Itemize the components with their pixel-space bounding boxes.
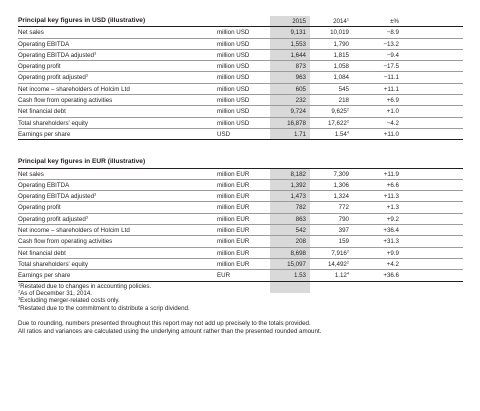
row-value-2015: 863	[295, 215, 306, 223]
row-value-2014: 10,019	[330, 29, 349, 37]
row-value-2014: 790	[338, 215, 349, 223]
row-label: Operating EBITDA adjusted$^3$	[18, 192, 97, 201]
usd-header-change: ±%	[390, 18, 399, 25]
table-row	[18, 270, 463, 281]
row-unit: EUR	[217, 272, 231, 280]
disclaimer-line: Due to rounding, numbers presented throughout this report may not add up precisely to the totals provided.	[18, 320, 311, 328]
row-value-2015: 9,131	[290, 29, 306, 37]
table-row	[18, 202, 463, 213]
row-label: Operating profit	[18, 204, 61, 212]
row-unit: million EUR	[217, 215, 250, 223]
row-value-2014: 1,790	[333, 40, 349, 48]
row-value-2014: 397	[338, 227, 349, 235]
row-unit: million EUR	[217, 204, 250, 212]
row-unit: million USD	[217, 29, 250, 37]
table-row	[18, 191, 463, 202]
row-change-percent: −11.1	[383, 74, 399, 82]
disclaimer-line: All ratios and variances are calculated using the underlying amount rather than the presented rounded amount.	[18, 327, 322, 335]
table-row	[18, 129, 463, 140]
row-change-percent: +31.3	[383, 238, 399, 246]
row-label: Operating EBITDA	[18, 40, 70, 48]
row-label: Operating profit	[18, 63, 61, 71]
row-value-2014: 1,306	[333, 181, 349, 189]
usd-header-year-2015: 2015	[292, 18, 306, 25]
row-change-percent: −9.4	[386, 51, 399, 59]
footnotes	[18, 283, 463, 313]
row-change-percent: +11.0	[383, 130, 399, 138]
row-change-percent: +1.3	[386, 204, 399, 212]
row-unit: million USD	[217, 119, 250, 127]
row-label: Operating profit adjusted$^3$	[18, 215, 88, 223]
row-change-percent: −17.5	[383, 63, 399, 71]
row-value-2014: 218	[338, 97, 349, 105]
footnote: $^1$Restated due to changes in accounting policies.	[18, 282, 152, 290]
row-value-2014: 7,309	[333, 170, 349, 178]
row-unit: million USD	[217, 63, 250, 71]
usd-table-body	[18, 27, 463, 140]
row-unit: million EUR	[217, 227, 250, 235]
row-label: Net sales	[18, 29, 44, 37]
row-value-2014: 159	[338, 238, 349, 246]
table-row	[18, 61, 463, 72]
table-row	[18, 169, 463, 180]
row-value-2015: 1,553	[290, 40, 306, 48]
row-value-2015: 1.53	[293, 272, 306, 280]
usd-header-year-2014: 2014$^1$	[333, 17, 349, 25]
table-row	[18, 84, 463, 95]
row-value-2014: 1,084	[333, 74, 349, 82]
table-row	[18, 214, 463, 225]
row-label: Operating profit adjusted$^3$	[18, 74, 88, 82]
row-value-2015: 9,724	[290, 108, 306, 116]
row-label: Cash flow from operating activities	[18, 238, 113, 246]
footnote: $^2$As of December 31, 2014.	[18, 289, 93, 297]
row-value-2015: 963	[295, 74, 306, 82]
table-row	[18, 236, 463, 247]
row-label: Operating EBITDA adjusted$^3$	[18, 51, 97, 59]
row-unit: million USD	[217, 108, 250, 116]
row-value-2015: 873	[295, 63, 306, 71]
row-value-2014: 1,058	[333, 63, 349, 71]
eur-table-body	[18, 169, 463, 282]
eur-table-header	[18, 157, 463, 168]
row-label: Earnings per share	[18, 130, 71, 138]
footnote: $^4$Restated due to the commitment to distribute a scrip dividend.	[18, 304, 190, 312]
row-change-percent: +1.0	[386, 108, 399, 116]
row-value-2014: 9,625$^2$	[331, 107, 349, 116]
row-value-2014: 7,916$^2$	[331, 249, 349, 257]
eur-table	[18, 157, 463, 281]
table-row	[18, 27, 463, 38]
row-change-percent: +4.2	[386, 260, 399, 268]
row-label: Net sales	[18, 170, 44, 178]
row-unit: million EUR	[217, 249, 250, 257]
row-change-percent: +11.9	[383, 170, 399, 178]
row-unit: million USD	[217, 51, 250, 59]
eur-table-title: Principal key figures in EUR (illustrative)	[18, 158, 146, 166]
row-change-percent: −13.2	[383, 40, 399, 48]
row-change-percent: −8.9	[386, 29, 399, 37]
table-row	[18, 180, 463, 191]
row-change-percent: +6.6	[386, 181, 399, 189]
row-unit: million USD	[217, 74, 250, 82]
row-value-2015: 15,097	[287, 260, 306, 268]
row-value-2015: 8,698	[290, 249, 306, 257]
row-unit: million EUR	[217, 170, 250, 178]
row-value-2015: 542	[295, 227, 306, 235]
rounding-disclaimer	[18, 320, 463, 335]
table-row	[18, 95, 463, 106]
table-row	[18, 248, 463, 259]
row-change-percent: +6.9	[386, 97, 399, 105]
row-value-2015: 1.71	[293, 130, 306, 138]
row-label: Net income – shareholders of Holcim Ltd	[18, 227, 130, 235]
row-value-2014: 1,815	[333, 51, 349, 59]
row-value-2015: 232	[295, 97, 306, 105]
row-value-2015: 8,182	[290, 170, 306, 178]
row-change-percent: +9.9	[386, 249, 399, 257]
usd-table-header	[18, 16, 463, 27]
row-unit: million EUR	[217, 238, 250, 246]
row-value-2015: 1,392	[290, 181, 306, 189]
row-change-percent: +36.6	[383, 272, 399, 280]
table-row	[18, 50, 463, 61]
row-unit: million EUR	[217, 181, 250, 189]
row-value-2015: 1,473	[290, 193, 306, 201]
row-label: Operating EBITDA	[18, 181, 70, 189]
row-label: Total shareholders' equity	[18, 260, 88, 268]
row-unit: million USD	[217, 97, 250, 105]
row-unit: million EUR	[217, 193, 250, 201]
row-value-2014: 14,492$^2$	[327, 260, 349, 268]
usd-table	[18, 16, 463, 140]
row-label: Total shareholders' equity	[18, 119, 88, 127]
usd-table-title: Principal key figures in USD (illustrative)	[18, 17, 146, 24]
footnote: $^3$Excluding merger-related costs only.	[18, 296, 120, 305]
table-row	[18, 72, 463, 83]
row-change-percent: −4.2	[386, 119, 399, 127]
row-unit: million USD	[217, 85, 250, 93]
row-value-2014: 1.54$^4$	[334, 130, 349, 138]
table-row	[18, 39, 463, 50]
row-value-2014: 772	[338, 204, 349, 212]
row-change-percent: +36.4	[383, 227, 399, 235]
row-unit: million USD	[217, 40, 250, 48]
row-label: Net financial debt	[18, 108, 66, 116]
row-value-2015: 16,878	[287, 119, 306, 127]
row-value-2014: 1,324	[333, 193, 349, 201]
table-row	[18, 225, 463, 236]
table-row	[18, 106, 463, 117]
row-value-2015: 1,644	[290, 51, 306, 59]
row-value-2014: 545	[338, 85, 349, 93]
row-value-2014: 1.12$^4$	[334, 271, 349, 280]
row-unit: million EUR	[217, 260, 250, 268]
row-label: Earnings per share	[18, 272, 71, 280]
row-unit: USD	[217, 130, 231, 138]
row-label: Cash flow from operating activities	[18, 97, 113, 105]
row-change-percent: +9.2	[386, 215, 399, 223]
table-row	[18, 259, 463, 270]
row-change-percent: +11.3	[383, 193, 399, 201]
row-value-2014: 17,622$^2$	[327, 119, 349, 127]
row-label: Net financial debt	[18, 249, 66, 257]
row-value-2015: 208	[295, 238, 306, 246]
row-value-2015: 782	[295, 204, 306, 212]
row-label: Net income – shareholders of Holcim Ltd	[18, 85, 130, 93]
row-change-percent: +11.1	[383, 85, 399, 93]
table-row	[18, 118, 463, 129]
row-value-2015: 605	[295, 85, 306, 93]
key-figures-document	[18, 16, 463, 335]
